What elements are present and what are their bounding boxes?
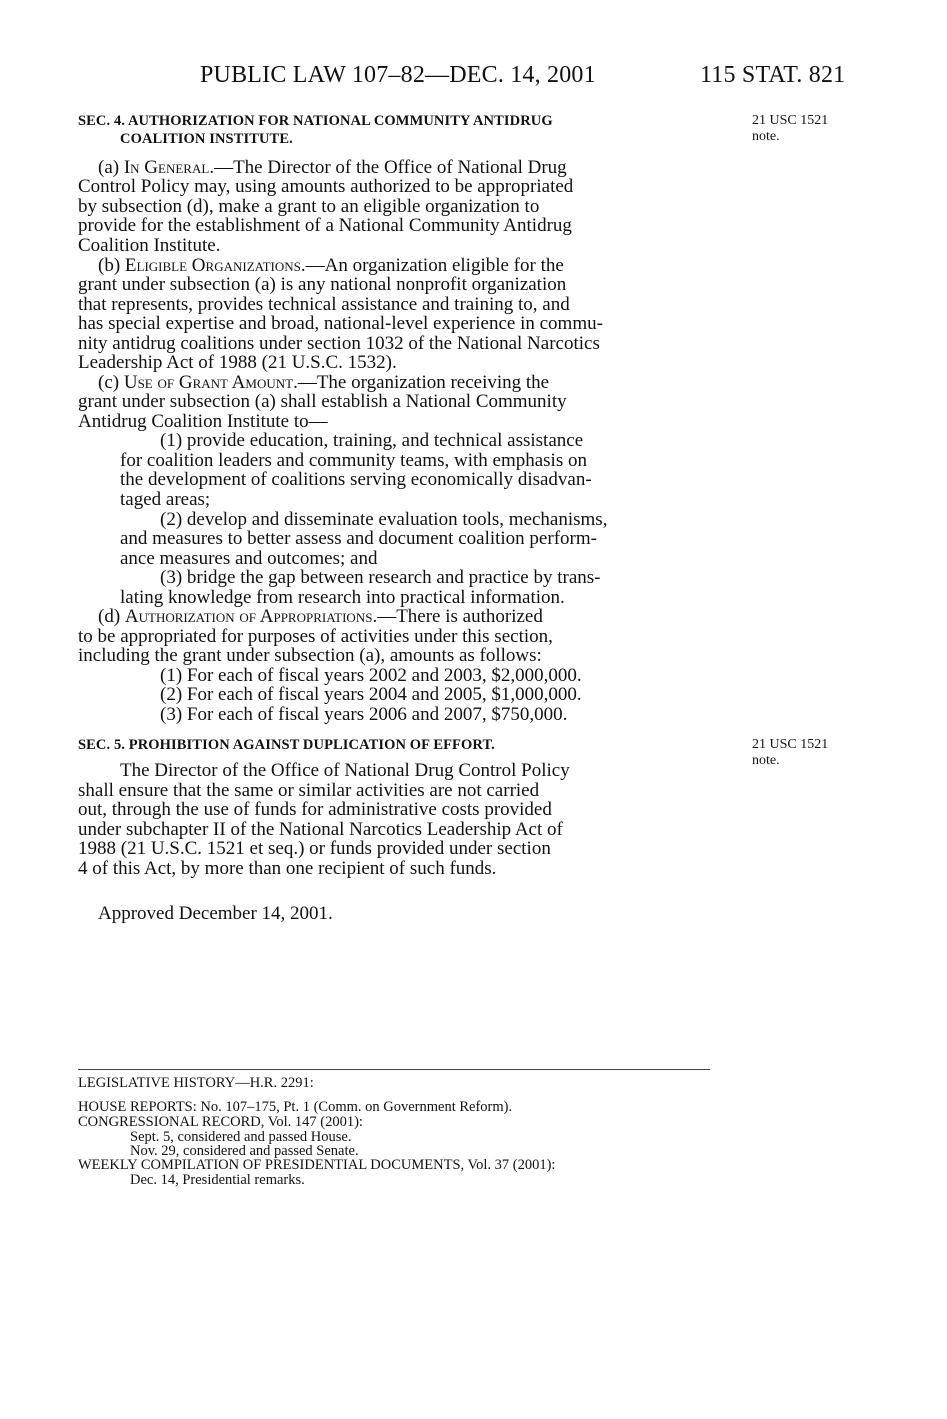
congressional-record-entry: Nov. 29, considered and passed Senate. (130, 1143, 359, 1159)
congressional-record: CONGRESSIONAL RECORD, Vol. 147 (2001): (78, 1114, 363, 1130)
subsection-c-line: grant under subsection (a) shall establish a National Community (78, 391, 567, 412)
sec5-line: 4 of this Act, by more than one recipient of such funds. (78, 858, 497, 879)
sec5-margin-note-usc: 21 USC 1521 (752, 737, 829, 752)
subsection-c-line: Antidrug Coalition Institute to— (78, 411, 328, 432)
appropriation-item: (1) For each of fiscal years 2002 and 2003, $2,000,000. (160, 665, 582, 686)
paragraph-c1-line: taged areas; (120, 489, 211, 510)
paragraph-c2-line: (2) develop and disseminate evaluation tools, mechanisms, (160, 509, 608, 530)
sec5-line: under subchapter II of the National Narcotics Leadership Act of (78, 819, 563, 840)
subsection-b-line: nity antidrug coalitions under section 1032 of the National Narcotics (78, 333, 600, 354)
subsection-a-caption: In General (123, 157, 210, 178)
sec5-line: The Director of the Office of National Drug Control Policy (120, 760, 570, 781)
subsection-d-line: to be appropriated for purposes of activities under this section, (78, 626, 553, 647)
footnote-divider (78, 1069, 710, 1070)
subsection-b-line: that represents, provides technical assistance and training to, and (78, 294, 570, 315)
subsection-b-first-line: (b) Eligible Organizations.—An organization eligible for the (98, 255, 564, 276)
paragraph-c1-line: (1) provide education, training, and technical assistance (160, 430, 584, 451)
subsection-b-line: grant under subsection (a) is any national nonprofit organization (78, 274, 567, 295)
sec5-line: 1988 (21 U.S.C. 1521 et seq.) or funds provided under section (78, 838, 551, 859)
subsection-c-caption: Use of Grant Amount (123, 372, 294, 393)
sec4-heading-line1: SEC. 4. AUTHORIZATION FOR NATIONAL COMMUNITY ANTIDRUG (78, 113, 553, 129)
sec4-margin-note-note: note. (752, 129, 780, 144)
sec5-margin-note-note: note. (752, 753, 780, 768)
approval-date: Approved December 14, 2001. (98, 903, 333, 924)
subsection-a-first-line: (a) In General.—The Director of the Office of National Drug (98, 157, 567, 178)
subsection-a-line: Control Policy may, using amounts authorized to be appropriated (78, 176, 574, 197)
sec5-heading: SEC. 5. PROHIBITION AGAINST DUPLICATION OF EFFORT. (78, 737, 495, 753)
paragraph-c2-line: ance measures and outcomes; and (120, 548, 378, 569)
weekly-compilation-entry: Dec. 14, Presidential remarks. (130, 1172, 305, 1188)
subsection-b-line: has special expertise and broad, national-level experience in commu- (78, 313, 603, 334)
paragraph-c1-line: for coalition leaders and community teams, with emphasis on (120, 450, 587, 471)
subsection-c-first-line: (c) Use of Grant Amount.—The organization receiving the (98, 372, 550, 393)
paragraph-c3-line: (3) bridge the gap between research and practice by trans- (160, 567, 601, 588)
paragraph-c2-line: and measures to better assess and document coalition perform- (120, 528, 597, 549)
paragraph-c3-line: lating knowledge from research into practical information. (120, 587, 565, 608)
weekly-compilation: WEEKLY COMPILATION OF PRESIDENTIAL DOCUMENTS, Vol. 37 (2001): (78, 1157, 556, 1173)
legislative-history-title: LEGISLATIVE HISTORY—H.R. 2291: (78, 1075, 314, 1091)
subsection-d-line: including the grant under subsection (a), amounts as follows: (78, 645, 542, 666)
congressional-record-entry: Sept. 5, considered and passed House. (130, 1129, 352, 1145)
sec4-heading-line2: COALITION INSTITUTE. (120, 131, 293, 147)
subsection-a-line: Coalition Institute. (78, 235, 221, 256)
appropriation-item: (3) For each of fiscal years 2006 and 2007, $750,000. (160, 704, 568, 725)
appropriation-item: (2) For each of fiscal years 2004 and 2005, $1,000,000. (160, 684, 582, 705)
subsection-d-caption: Authorization of Appropriations (124, 606, 373, 627)
sec5-line: shall ensure that the same or similar activities are not carried (78, 780, 540, 801)
house-reports: HOUSE REPORTS: No. 107–175, Pt. 1 (Comm. on Government Reform). (78, 1099, 513, 1115)
sec5-line: out, through the use of funds for administrative costs provided (78, 799, 552, 820)
subsection-a-line: by subsection (d), make a grant to an eligible organization to (78, 196, 540, 217)
subsection-b-line: Leadership Act of 1988 (21 U.S.C. 1532). (78, 352, 397, 373)
subsection-b-caption: Eligible Organizations (124, 255, 301, 276)
paragraph-c1-line: the development of coalitions serving economically disadvan- (120, 469, 592, 490)
subsection-d-first-line: (d) Authorization of Appropriations.—There is authorized (98, 606, 543, 627)
running-header-law: PUBLIC LAW 107–82—DEC. 14, 2001 (200, 62, 596, 88)
running-header-stat: 115 STAT. 821 (700, 62, 846, 88)
sec4-margin-note-usc: 21 USC 1521 (752, 113, 829, 128)
subsection-a-line: provide for the establishment of a National Community Antidrug (78, 215, 572, 236)
